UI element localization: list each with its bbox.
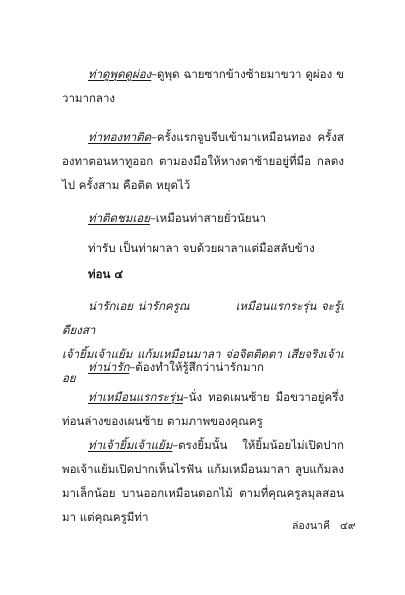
paragraph-tha-rap	[62, 236, 344, 260]
paragraph-text: ดูพุด ฉายซากข้างซ้ายมาขวา ดูผ่อง ขวามากลาง	[62, 67, 344, 105]
paragraph-tid-chom-oei	[62, 206, 344, 230]
paragraph-na-rak	[62, 355, 344, 379]
dash: –	[149, 211, 156, 225]
move-label: ท่าเหมือนแรกระรุ่น	[88, 390, 183, 404]
move-label: ท่าติดชมเอย	[88, 211, 150, 225]
paragraph-thong-tha-tid	[62, 125, 344, 197]
section-heading: ท่อน ๔	[88, 267, 124, 281]
paragraph-chao-yim-chao-yaem	[62, 433, 344, 529]
dash: –	[151, 67, 158, 81]
verse-line-1a: น่ารักเอย น่ารักครูณ	[88, 299, 190, 313]
verse-line-1b: เหมือนแรกระรุ่น จะรู้เดียงสา	[62, 299, 345, 337]
dash: –	[129, 360, 136, 374]
dash: –	[151, 130, 157, 144]
move-label: ท่าดูพุดดูผ่อง	[88, 67, 152, 81]
dash: –	[182, 390, 189, 404]
dash: –	[172, 438, 179, 452]
paragraph-muean-raek-rarun	[62, 385, 344, 433]
page-footer	[292, 517, 356, 534]
paragraph-dupud-dupong	[62, 62, 344, 110]
paragraph-text: ตรงยิ้มนั้น ให้ยิ้มน้อยไม่เปิดปาก พอเจ้าแย้มเปิดปากเห็นไรฟัน แก้มเหมือนมาลา ลูบแก้มลงมาเล็กน้อย บานออกเหมือนดอกไม้ ตามที่คุณครูลมุลสอนมา แต่คุณครูมีท่า	[62, 438, 344, 524]
paragraph-text: นั่ง ทอดเผนซ้าย มือขวาอยู่ครึ่งท่อนล่างของเผนซ้าย ตามภาพของคุณครู	[62, 390, 344, 428]
footer-label: ล่องนาคี	[292, 520, 330, 532]
verse-line-2: เจ้ายิ้มเจ้าแย้ม แก้มเหมือนมาลา จ่อจิตติดตา เสียจริงเจ้าเอย	[62, 347, 344, 385]
move-label: ท่าน่ารัก	[88, 360, 130, 374]
paragraph-text: เหมือนท่าสายยั่วนัยนา	[155, 211, 266, 225]
move-label: ท่าเจ้ายิ้มเจ้าแย้ม	[88, 438, 173, 452]
page-number: ๔๙	[339, 520, 356, 532]
paragraph-text: ท่ารับ เป็นท่าผาลา จบด้วยผาลาแต่มือสลับข้าง	[88, 241, 315, 255]
paragraph-text: ครั้งแรกจูบจีบเข้ามาเหมือนทอง ครั้งสองทาตอนหาทูออก ตามองมือให้หางตาซ้ายอยู่ที่มือ กลดงไป ครั้งสาม คือติด หยุดไว้	[62, 130, 344, 192]
paragraph-text: ต้องทำให้รู้สึกว่าน่ารักมาก	[135, 360, 265, 374]
move-label: ท่าทองทาติด	[88, 130, 152, 144]
